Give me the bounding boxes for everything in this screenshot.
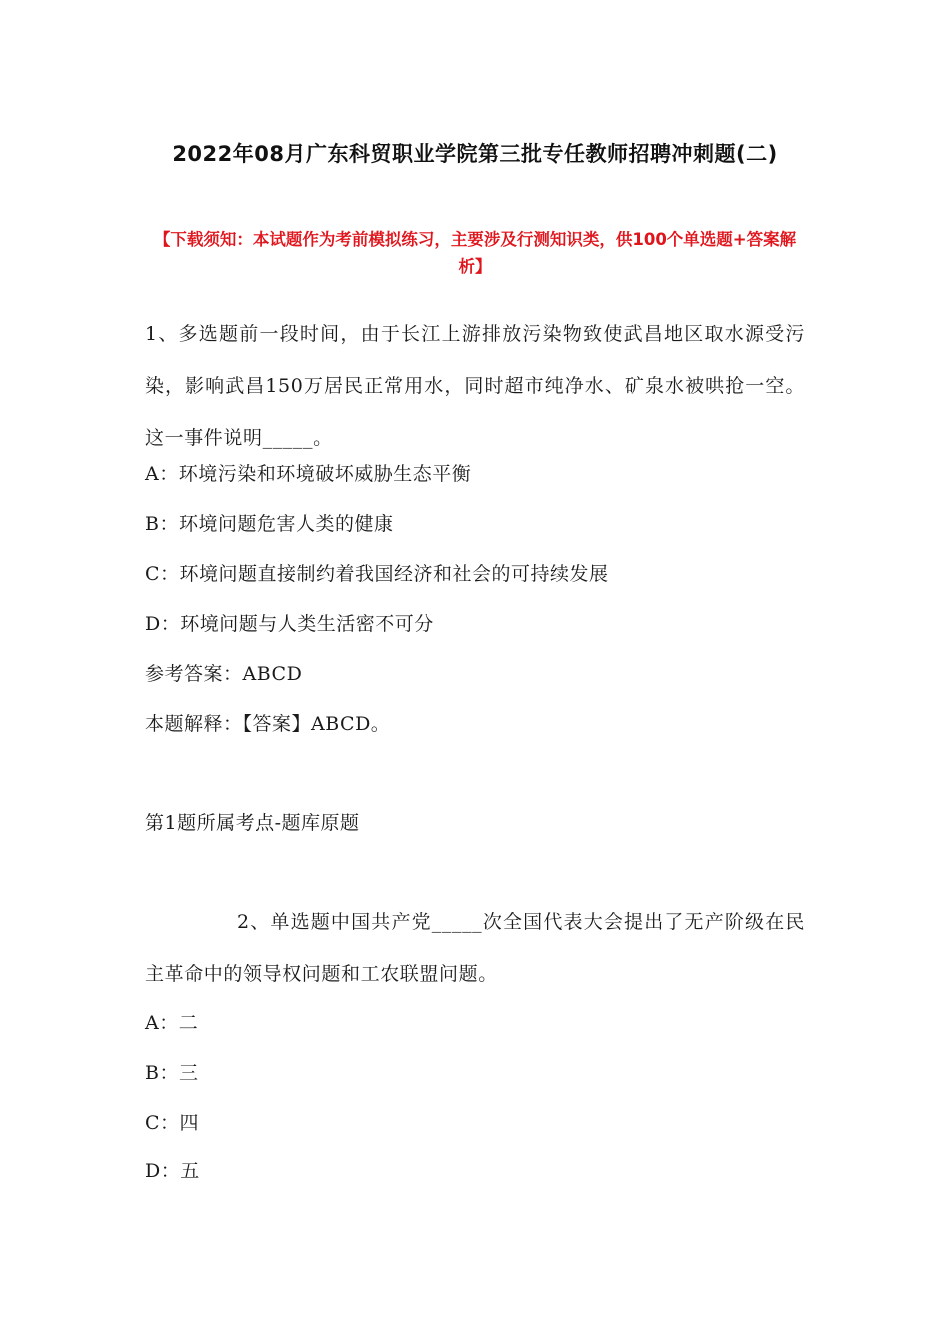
question-1-source: 第1题所属考点-题库原题 bbox=[145, 812, 360, 834]
question-2-stem: 2、单选题中国共产党_____次全国代表大会提出了无产阶级在民主革命中的领导权问题和工农联盟问题。 bbox=[145, 911, 805, 985]
question-1-option-d: D：环境问题与人类生活密不可分 bbox=[145, 613, 434, 635]
question-2-option-c: C：四 bbox=[145, 1112, 200, 1134]
question-1-answer: 参考答案：ABCD bbox=[145, 663, 303, 685]
question-1-option-c: C：环境问题直接制约着我国经济和社会的可持续发展 bbox=[145, 563, 609, 585]
download-notice: 【下载须知：本试题作为考前模拟练习，主要涉及行测知识类，供100个单选题+答案解析】 bbox=[153, 230, 797, 276]
question-1-option-b: B：环境问题危害人类的健康 bbox=[145, 513, 394, 535]
question-1-explanation: 本题解释：【答案】ABCD。 bbox=[145, 713, 391, 735]
document-title: 2022年08月广东科贸职业学院第三批专任教师招聘冲刺题(二) bbox=[172, 142, 778, 166]
question-1-option-a: A：环境污染和环境破坏威胁生态平衡 bbox=[145, 463, 472, 485]
question-2-option-b: B：三 bbox=[145, 1062, 199, 1084]
question-1-stem: 1、多选题前一段时间，由于长江上游排放污染物致使武昌地区取水源受污染，影响武昌150万居民正常用水，同时超市纯净水、矿泉水被哄抢一空。这一事件说明_____。 bbox=[145, 323, 805, 449]
question-2-option-d: D：五 bbox=[145, 1160, 200, 1182]
question-2-option-a: A：二 bbox=[145, 1012, 199, 1034]
